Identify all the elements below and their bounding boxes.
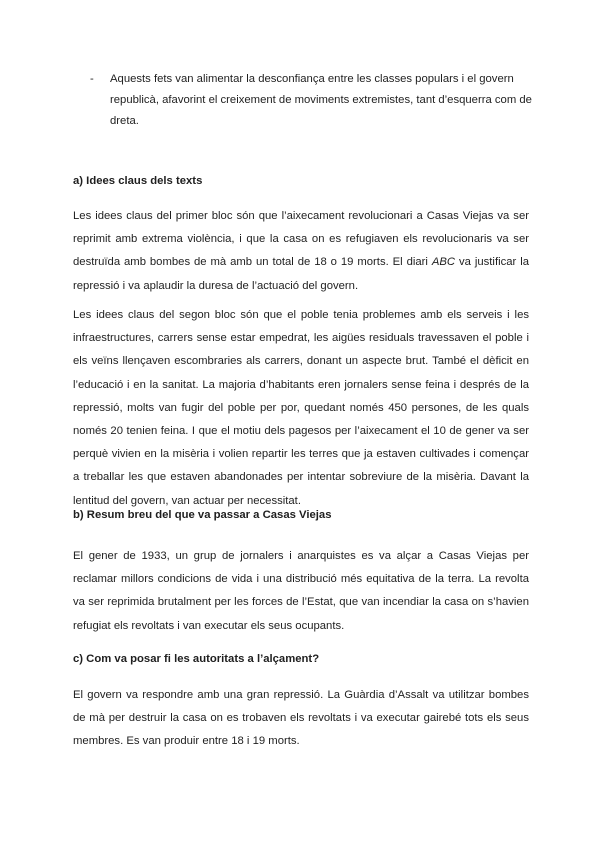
section-c-heading: c) Com va posar fi les autoritats a l’alçament? xyxy=(73,653,320,665)
section-a-paragraph-1-text-end: va justificar la repressió i va aplaudir la duresa de l’actuació del govern. xyxy=(73,256,529,292)
newspaper-name: ABC xyxy=(431,256,456,269)
bullet-item xyxy=(92,69,532,132)
section-a-paragraph-1-text-start: Les idees claus del primer bloc són que l’aixecament revolucionari a Casas Viejas va ser reprimit amb extrema violència, i que la casa on es refugiaven els revolucionaris va ser destruïda amb bombes de mà amb un total de 18 o 19 morts. El diari xyxy=(73,210,529,269)
section-b-paragraph-1: El gener de 1933, un grup de jornalers i anarquistes es va alçar a Casas Viejas per reclamar millors condicions de vida i una distribució més equitativa de la terra. La revolta va ser reprimida brutalment per les forces de l’Estat, que van incendiar la casa on s’havien refugiat els revoltats i van executar els seus ocupants. xyxy=(73,550,529,632)
bullet-text: Aquests fets van alimentar la desconfiança entre les classes populars i el govern republicà, afavorint el creixement de moviments extremistes, tant d’esquerra com de dreta. xyxy=(110,73,532,127)
section-a-heading: a) Idees claus dels texts xyxy=(73,175,203,187)
bullet-marker: - xyxy=(90,73,94,85)
section-a-paragraph-2: Les idees claus del segon bloc són que el poble tenia problemes amb els serveis i les infraestructures, carrers sense estar empedrat, les aigües residuals travessaven el poble i els veïns llençaven escombraries als carrers, donant un aspecte brut. També el dèficit en l’educació i en la sanitat. La majoria d’habitants eren jornalers sense feina i després de la repressió, molts van fugir del poble per por, quedant només 450 persones, de les quals només 20 tenien feina. I que el motiu dels pagesos per l’aixecament el 10 de gener va ser perquè vivien en la misèria i volien repartir les terres que ja estaven cultivades i començar a treballar les que estaven abandonades per intentar sobreviure de la misèria. Davant la lentitud del govern, van actuar per necessitat. xyxy=(73,309,529,507)
section-b-heading: b) Resum breu del que va passar a Casas Viejas xyxy=(73,509,332,521)
section-a-paragraph-1 xyxy=(73,205,529,298)
section-c-paragraph-1: El govern va respondre amb una gran repressió. La Guàrdia d’Assalt va utilitzar bombes de mà per destruir la casa on es trobaven els revoltats i va executar gairebé tots els seus membres. Es van produir entre 18 i 19 morts. xyxy=(73,689,529,748)
